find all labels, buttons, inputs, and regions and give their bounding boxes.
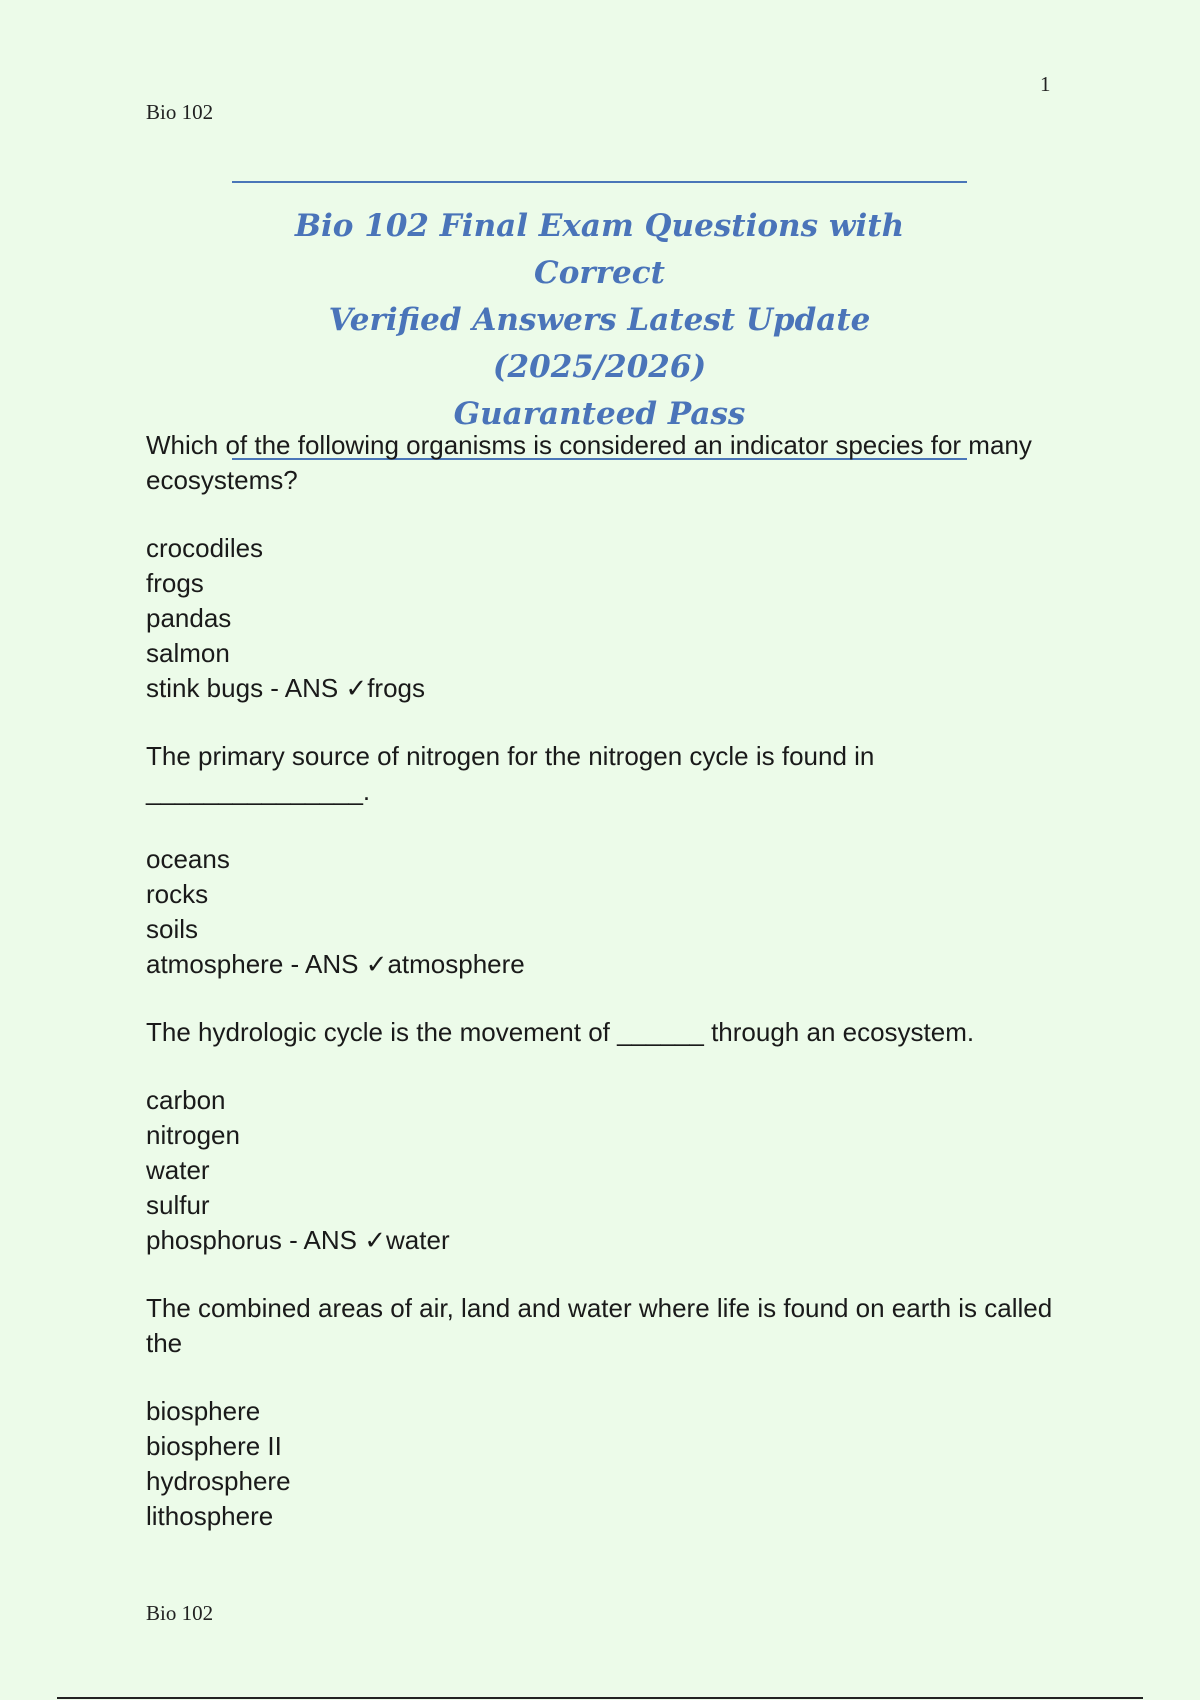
header-label: Bio 102 <box>146 100 214 124</box>
answer-option: carbon <box>146 1085 226 1115</box>
answer-option: atmosphere - ANS ✓atmosphere <box>146 949 525 979</box>
question-text: The primary source of nitrogen for the nitrogen cycle is found in _______________. <box>146 741 875 806</box>
answer-option: nitrogen <box>146 1120 240 1150</box>
answer-option: crocodiles <box>146 533 264 563</box>
answer-options <box>146 1083 1066 1258</box>
document-title <box>232 181 967 460</box>
answer-option: water <box>146 1155 210 1185</box>
answer-option: pandas <box>146 603 232 633</box>
answer-option: oceans <box>146 844 230 874</box>
footer-label: Bio 102 <box>146 1601 214 1625</box>
title-line-2: Verified Answers Latest Update (2025/2026) <box>328 302 871 385</box>
question-3 <box>146 1015 1066 1258</box>
question-text: The hydrologic cycle is the movement of ______ through an ecosystem. <box>146 1017 975 1047</box>
answer-option: salmon <box>146 638 230 668</box>
question-text: Which of the following organisms is considered an indicator species for many ecosystems? <box>146 430 1032 495</box>
answer-options <box>146 1394 1066 1534</box>
answer-options <box>146 531 1066 706</box>
page-number: 1 <box>1040 72 1051 96</box>
answer-option: frogs <box>146 568 204 598</box>
answer-option: lithosphere <box>146 1501 274 1531</box>
answer-option: soils <box>146 914 199 944</box>
answer-option: biosphere <box>146 1396 261 1426</box>
answer-options <box>146 842 1066 982</box>
footer-divider <box>57 1697 1143 1699</box>
answer-option: rocks <box>146 879 209 909</box>
answer-option: phosphorus - ANS ✓water <box>146 1225 450 1255</box>
question-1 <box>146 428 1066 706</box>
question-2 <box>146 739 1066 982</box>
question-list <box>146 428 1066 1567</box>
title-line-1: Bio 102 Final Exam Questions with Correct <box>294 208 905 291</box>
answer-option: biosphere II <box>146 1431 282 1461</box>
answer-option: stink bugs - ANS ✓frogs <box>146 673 426 703</box>
question-text: The combined areas of air, land and water where life is found on earth is called the <box>146 1293 1053 1358</box>
answer-option: hydrosphere <box>146 1466 291 1496</box>
question-4 <box>146 1291 1066 1534</box>
answer-option: sulfur <box>146 1190 210 1220</box>
title-line-3: Guaranteed Pass <box>453 396 746 432</box>
